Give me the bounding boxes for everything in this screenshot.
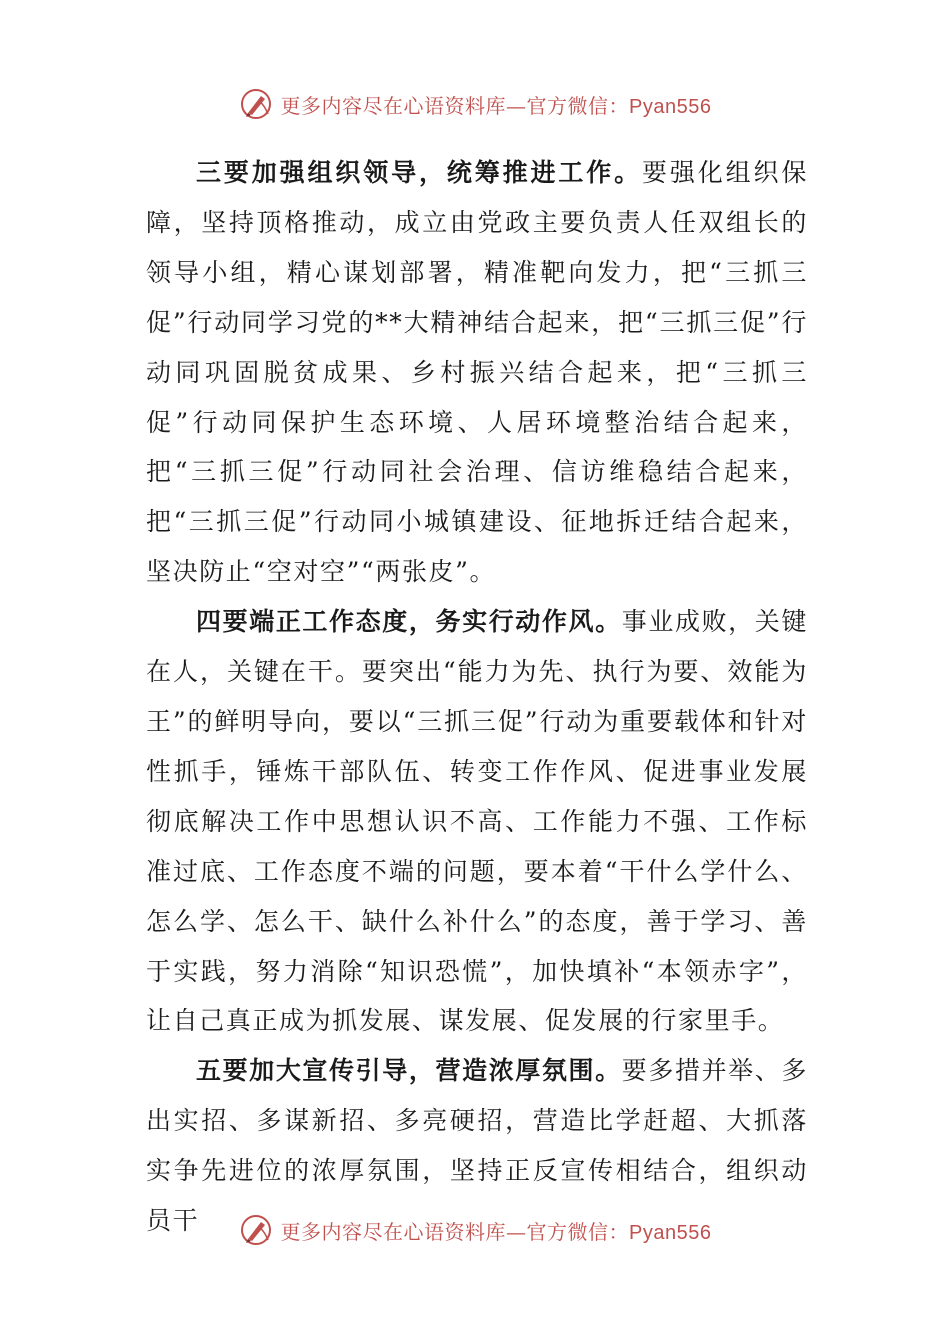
paragraph-text: 要多措并举、多出实招、多谋新招、多亮硬招，营造比学赶超、大抓落实争先进位的浓厚氛围，坚持正反宣传相结合，组织动员干	[146, 1056, 809, 1236]
paragraph-3	[146, 148, 808, 597]
pen-circle-logo-icon	[239, 1213, 273, 1247]
paragraph-text: 事业成败，关键在人，关键在干。要突出“能力为先、执行为要、效能为王”的鲜明导向，要以“三抓三促”行动为重要载体和针对性抓手，锤炼干部队伍、转变工作作风、促进事业发展彻底解决工作中思想认识不高、工作能力不强、工作标准过底、工作态度不端的问题，要本着“干什么学什么、怎么学、怎么干、缺什么补什么”的态度，善于学习、善于实践，努力消除“知识恐慌”，加快填补“本领赤字”，让自己真正成为抓发展、谋发展、促发展的行家里手。	[146, 607, 809, 1036]
paragraph-lead: 四要端正工作态度，务实行动作风。	[196, 607, 622, 637]
paragraph-lead: 三要加强组织领导，统筹推进工作。	[196, 158, 643, 187]
paragraph-4	[146, 597, 808, 1046]
watermark-text: 更多内容尽在心语资料库—官方微信：Pyan556	[280, 93, 712, 118]
paragraph-text: 要强化组织保障，坚持顶格推动，成立由党政主要负责人任双组长的领导小组，精心谋划部署，精准靶向发力，把“三抓三促”行动同学习党的**大精神结合起来，把“三抓三促”行动同巩固脱贫成果、乡村振兴结合起来，把“三抓三促”行动同保护生态环境、人居环境整治结合起来，把“三抓三促”行动同社会治理、信访维稳结合起来，把“三抓三促”行动同小城镇建设、征地拆迁结合起来，坚决防止“空对空”“两张皮”。	[146, 158, 808, 587]
document-body	[146, 148, 808, 1246]
footer-watermark	[0, 1210, 950, 1250]
header-watermark	[0, 84, 950, 124]
paragraph-lead: 五要加大宣传引导，营造浓厚氛围。	[196, 1056, 622, 1086]
pen-circle-logo-icon	[239, 87, 273, 121]
watermark-text: 更多内容尽在心语资料库—官方微信：Pyan556	[280, 1219, 712, 1244]
